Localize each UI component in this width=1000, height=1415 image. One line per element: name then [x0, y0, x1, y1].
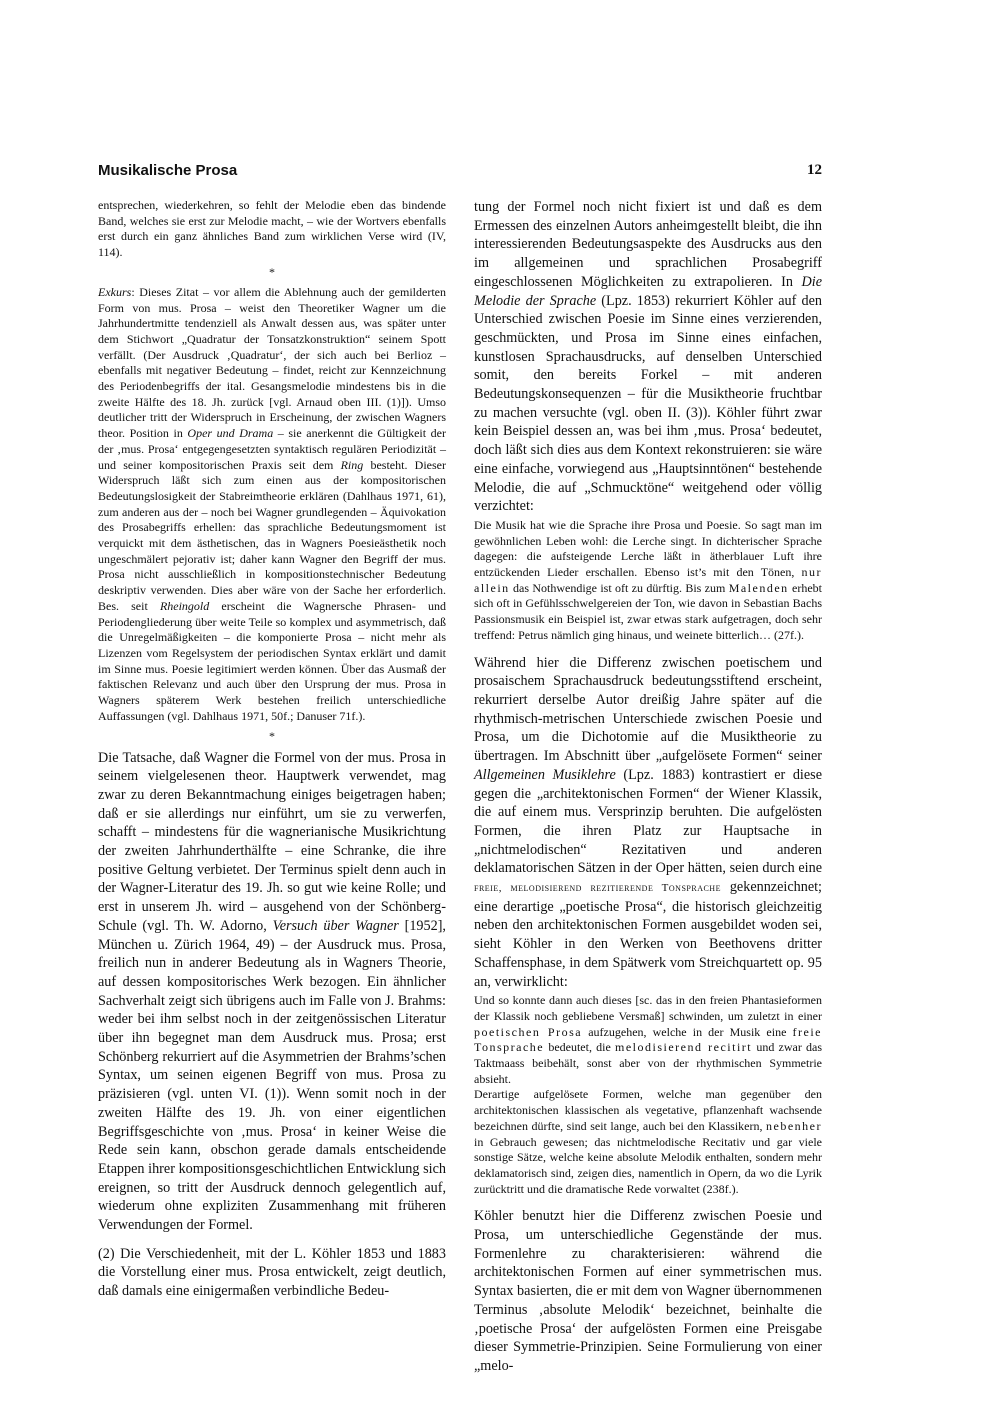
- excursus-label: Exkurs: [98, 284, 132, 299]
- body-paragraph-waehrend: Während hier die Differenz zwischen poetischem und prosaischem Sprachausdruck bedeutungsstiftend erscheint, rekurriert derselbe Autor dreißig Jahre später auf die rhythmisch-metrischen Unterschiede zwischen Poesie und Prosa, um die Dichotomie auf die Musiktheorie zu übertragen. Im Abschnitt über „aufgelösete Formen“ seiner Allgemeinen Musiklehre (Lpz. 1883) kontrastiert er diese gegen die „architektonischen Formen“ der Wiener Klassik, die auf einem mus. Versprinzip beruhten. Die aufgelösten Formen, die ihren Platz zur Hauptsache in „nichtmelodischen“ Rezitativen und anderen deklamatorischen Sätzen in der Oper hätten, seien durch eine freie, melodisierend rezitierende Tonsprache gekennzeichnet; eine derartige „poetische Prosa“, die historisch gleichzeitig neben den architektonischen Formen ausgebildet woden sei, sieht Köhler in den Werken von Beethovens dritter Schaffensphase, in dem Spätwerk vom Streichquartett op. 95 an, verwirklicht:: [474, 654, 823, 990]
- body-paragraph-section-2: (2) Die Verschiedenheit, mit der L. Köhler 1853 und 1883 die Vorstellung einer mus. Prosa entwickelt, zeigt deutlich, daß damals eine einigermaßen verbindliche Bedeu-: [98, 1245, 446, 1300]
- body-paragraph-koehler: Köhler benutzt hier die Differenz zwischen Poesie und Prosa, um unterschiedliche Gegenstände der mus. Formenlehre zu charakterisieren: während die architektonischen Formen auf einer symmetrischen mus. Syntax basierten, die er mit dem von Wagner übernommenen Terminus ‚absolute Melodik‘ bezeichnet, beinhalte die ‚poetische Prosa‘ der aufgelösten Formen eine Preisgabe dieser Symmetrie-Prinzipien. Seine Formulierung von einer „melo-: [474, 1208, 822, 1374]
- block-quote: Die Musik hat wie die Sprache ihre Prosa und Poesie. So sagt man im gewöhnlichen Leben wohl: die Lerche singt. In dichterischer Sprache dagegen: die aufsteigende Lerche läßt in ätherblauer Luft ihre entzückenden Lieder erschallen. Ebenso ist’s mit den Tönen, nur allein das Nothwendige ist oft zu dürftig. Bis zum Malenden erhebt sich oft in Gefühlsschwelgereien der Ton, wie davon in Sebastian Bachs Passionsmusik ein Beispiel ist, zwar etwas stark aufgetragen, doch sehr treffend: Petrus nämlich ging hinaus, und weinete bitterlich… (27f.).: [474, 517, 822, 642]
- page-number: 12: [807, 162, 822, 178]
- section-separator-star: *: [269, 264, 275, 279]
- body-paragraph-tatsache: Die Tatsache, daß Wagner die Formel von der mus. Prosa in seinem vielgelesenen theor. Hauptwerk verwendet, mag zwar zu deren Bekanntmachung einiges beigetragen haben; daß er sie allerdings nur einführt, um sie zu verwerfen, schafft – mindestens für die wagnerianische Musikrichtung der zweiten Jahrhunderthälfte – eine Schranke, die ihre positive Geltung verbietet. Der Terminus spielt denn auch in der Wagner-Literatur des 19. Jh. so gut wie keine Rolle; und erst in unserem Jh. wird – ausgehend von der Schönberg-Schule (vgl. Th. W. Adorno, Versuch über Wagner [1952], München u. Zürich 1964, 49) – der Ausdruck mus. Prosa, freilich nun in anderer Bedeutung als in Wagners Theorie, auf dessen kompositorisches Werk bezogen. Ein ähnlicher Sachverhalt zeigt sich übrigens auch im Falle von J. Brahms: weder bei ihm selbst noch in der zeitgenössischen Literatur über ihn begegnet man dem Ausdruck mus. Prosa; erst Schönberg rekurriert auf die Asymmetrien der Brahms’schen Syntax, um seinen eigenen Begriff von mus. Prosa zu präzisieren (vgl. unten VI. (1)). Wenn somit noch in der zweiten Hälfte des 19. Jh. von einer eigentlichen Begriffsgeschichte von ‚mus. Prosa‘ in keiner Weise die Rede sein kann, obschon gerade damals entscheidende Etappen ihrer kompositionsgeschichtlichen Entwicklung sich ereignen, so tritt der Ausdruck dennoch gelegentlich auf, wiederum ohne expliziten Zusammenhang mit früheren Verwendungen der Formel.: [98, 749, 446, 1234]
- block-quote: Derartige aufgelösete Formen, welche man gegenüber den architektonischen klassischen als vegetative, pflanzenhaft wachsende bezeichnen dürfte, sind seit lange, auch bei den Klassikern, nebenher in Gebrauch gewesen; das nichtmelodische Recitativ und gar viele sonstige Sätze, welche keine absolute Melodik enthalten, sondern mehr deklamatorisch sind, zeigen dies, namentlich in Opern, da wo die Lyrik zurücktritt und die dramatische Rede vorwaltet (238f.).: [474, 1087, 822, 1196]
- section-separator-star: *: [269, 728, 275, 743]
- running-head: Musikalische Prosa: [98, 162, 238, 179]
- left-column: [98, 198, 446, 1301]
- block-quote: Und so konnte dann auch dieses [sc. das in den freien Phantasieformen der Klassik noch gebliebene Versmaß] schwinden, um zuletzt in einer poetischen Prosa aufzugehen, welche in der Musik eine freie Tonsprache bedeutet, die melodisierend recitirt und zwar das Taktmaass beibehält, sonst aber von der rhythmischen Symmetrie absieht.: [474, 993, 823, 1086]
- excursus-paragraph: Exkurs: Dieses Zitat – vor allem die Ablehnung auch der gemilderten Form von mus. Prosa – weist den Theoretiker Wagner um die Jahrhundertmitte tendenziell als Anwalt dessen aus, was später unter dem Stichwort „Quadratur der Tonsatzkonstruktion“ seinem Spott verfällt. (Der Ausdruck ‚Quadratur‘, der sich auch bei Berlioz – ebenfalls mit negativer Bedeutung – findet, reicht zur Kennzeichnung des Periodenbegriffs der ital. Gesangsmelodie mindestens bis in die zweite Hälfte des 18. Jh. zurück [vgl. Arnaud oben III. (1)]). Umso deutlicher tritt der Widerspruch in Erscheinung, der zwischen Wagners theor. Position in Oper und Drama – sie anerkennt die Gültigkeit der der ‚mus. Prosa‘ entgegengesetzten syntaktisch regulären Periodizität – und seiner kompositorischen Praxis seit dem Ring besteht. Dieser Widerspruch läßt sich zum einen aus der kompositorischen Bedeutungslosigkeit der Stabreimtheorie erklären (Dahlhaus 1971, 61), zum anderen aus der – noch bei Wagner grundlegenden – Äquivokation des Prosabegriffs erhellen: das sprachliche Bedeutungsmoment ist verquickt mit dem ästhetischen, das in Wagners Poesieästhetik noch ungeschmälert pejorativ ist; daher kann Wagner den Begriff der mus. Prosa nicht ausschließlich in kompositionstechnischer Bedeutung deskriptiv verwenden. Dies aber wäre von der Sache her erforderlich. Bes. seit Rheingold erscheint die Wagnersche Phrasen- und Periodengliederung über weite Teile so komplex und asymmetrisch, daß die Unregelmäßigkeiten – die komponierte Prosa – nicht mehr als Lizenzen vom Regelsystem der periodischen Syntax erklärt und damit im Sinne mus. Poesie legitimiert werden können. Über das Ausmaß der faktischen Relevanz und auch über den Ursprung der mus. Prosa in Wagners späterem Werk bestehen freilich unterschiedliche Auffassungen (vgl. Dahlhaus 1971, 50f.; Danuser 71f.).: [98, 284, 446, 723]
- intro-paragraph: entsprechen, wiederkehren, so fehlt der Melodie eben das bindende Band, welches sie erst zur Melodie macht, – wie der Wortvers ebenfalls erst durch ein ganz ähnliches Band zum wirklichen Verse wird (IV, 114).: [98, 198, 446, 260]
- right-column: [474, 198, 822, 1376]
- body-paragraph-continuation: tung der Formel noch nicht fixiert ist und daß es dem Ermessen des einzelnen Autors anheimgestellt bleibt, die ihn interessierenden Bedeutungsaspekte des Ausdrucks aus den im allgemeinen und sprachlichen Prosabegriff eingeschlossenen Möglichkeiten zu extrapolieren. In Die Melodie der Sprache (Lpz. 1853) rekurriert Köhler auf den Unterschied zwischen Poesie im Sinne eines verzierenden, geschmückten, und Prosa im Sinne eines einfachen, kunstlosen Sprachausdrucks, auf denselben Unterschied somit, den bereits Forkel – mit anderen Bedeutungskonsequenzen – für die Musiktheorie fruchtbar zu machen versuchte (vgl. oben II. (3)). Köhler führt zwar kein Beispiel dessen an, was bei ihm ‚mus. Prosa‘ bedeutet, doch läßt sich dies aus dem Kontext rekonstruieren: sie wäre eine einfache, vorwiegend aus „Hauptsinntönen“ bestehende Melodie, die auf „Schmucktöne“ weitgehend oder völlig verzichtet:: [474, 199, 822, 515]
